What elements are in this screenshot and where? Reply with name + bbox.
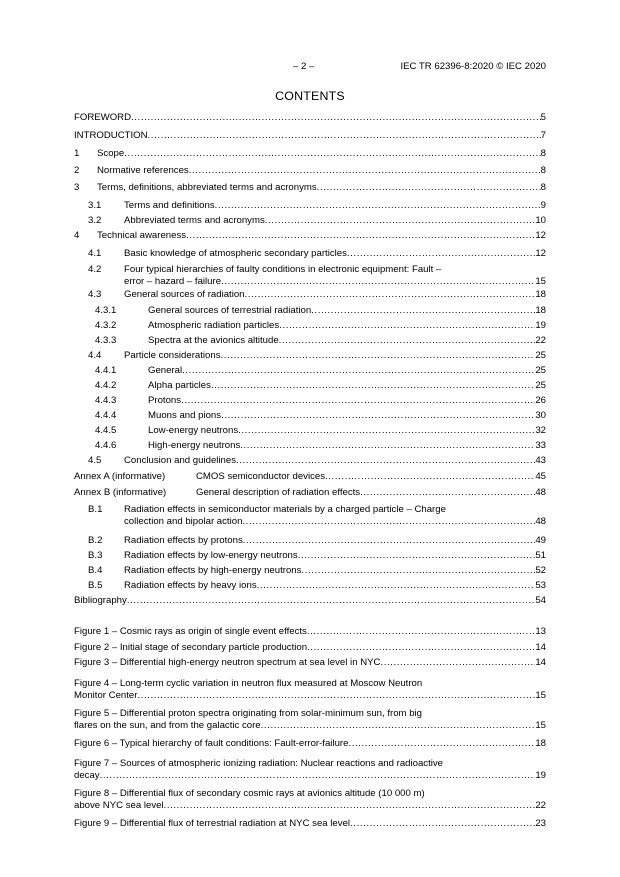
entry-title: Figure 1 – Cosmic rays as origin of single event effects — [74, 626, 307, 637]
entry-number: 4.4 — [88, 350, 102, 361]
toc-entry[interactable] — [74, 264, 546, 288]
entry-number: 4.4.2 — [95, 380, 117, 391]
dot-leader — [221, 350, 536, 362]
dot-leader — [265, 215, 536, 227]
entry-page-number: 13 — [535, 626, 546, 637]
entry-number: B.1 — [88, 504, 103, 515]
figure-entry[interactable] — [74, 708, 546, 732]
dot-leader — [182, 365, 535, 377]
dot-leader — [347, 248, 535, 260]
figure-entry[interactable] — [74, 626, 546, 638]
dot-leader — [148, 130, 541, 142]
toc-entry[interactable] — [74, 230, 546, 242]
entry-page-number: 45 — [535, 471, 546, 482]
entry-page-number: 22 — [535, 335, 546, 346]
entry-title-continued: error – hazard – failure — [124, 276, 222, 287]
entry-number: 4.4.3 — [95, 395, 117, 406]
entry-page-number: 18 — [535, 738, 546, 749]
dot-leader — [243, 535, 536, 547]
toc-entry[interactable] — [74, 504, 546, 528]
toc-entry[interactable] — [74, 550, 546, 562]
entry-page-number: 15 — [535, 690, 546, 701]
entry-page-number: 12 — [535, 248, 546, 259]
dot-leader — [131, 112, 541, 124]
page-number: – 2 – — [293, 61, 315, 72]
entry-page-number: 10 — [535, 215, 546, 226]
toc-entry[interactable] — [74, 200, 546, 212]
entry-number: B.2 — [88, 535, 103, 546]
entry-page-number: 9 — [540, 200, 546, 211]
entry-number: 4.4.6 — [95, 440, 117, 451]
document-reference: IEC TR 62396-8:2020 © IEC 2020 — [400, 61, 546, 72]
entry-page-number: 18 — [535, 289, 546, 300]
toc-entry[interactable] — [74, 130, 546, 142]
entry-page-number: 26 — [535, 395, 546, 406]
entry-title: Figure 5 – Differential proton spectra originating from solar-minimum sun, from big — [74, 708, 423, 719]
dot-leader — [181, 395, 535, 407]
dot-leader — [279, 335, 536, 347]
entry-title: Normative references — [97, 165, 189, 176]
toc-entry[interactable] — [74, 535, 546, 547]
entry-title: Four typical hierarchies of faulty conditions in electronic equipment: Fault – — [124, 264, 442, 275]
entry-page-number: 12 — [535, 230, 546, 241]
figure-entry[interactable] — [74, 738, 546, 750]
entry-title: Alpha particles — [148, 380, 211, 391]
dot-leader — [380, 657, 535, 669]
entry-page-number: 48 — [535, 487, 546, 498]
figure-entry[interactable] — [74, 788, 546, 812]
dot-leader — [236, 455, 535, 467]
dot-leader — [307, 642, 535, 654]
figure-entry[interactable] — [74, 818, 546, 830]
entry-title: Figure 7 – Sources of atmospheric ionizing radiation: Nuclear reactions and radioactive — [74, 758, 444, 769]
entry-number: B.3 — [88, 550, 103, 561]
entry-page-number: 19 — [535, 770, 546, 781]
dot-leader — [238, 425, 535, 437]
entry-title: CMOS semiconductor devices — [196, 471, 326, 482]
toc-entry[interactable] — [74, 471, 546, 483]
dot-leader — [164, 800, 536, 812]
entry-number: 4.3.2 — [95, 320, 117, 331]
dot-leader — [124, 148, 540, 160]
toc-entry[interactable] — [74, 365, 546, 377]
entry-page-number: 53 — [535, 580, 546, 591]
entry-page-number: 25 — [535, 350, 546, 361]
dot-leader — [215, 200, 541, 212]
entry-number: 4.3 — [88, 289, 102, 300]
entry-title: Figure 3 – Differential high-energy neutron spectrum at sea level in NYC — [74, 657, 381, 668]
entry-title: Abbreviated terms and acronyms — [124, 215, 265, 226]
entry-title: General sources of radiation — [124, 289, 245, 300]
entry-title: Scope — [97, 148, 125, 159]
dot-leader — [127, 595, 536, 607]
toc-entry[interactable] — [74, 182, 546, 194]
entry-number: 4.1 — [88, 248, 102, 259]
entry-number: 4.3.3 — [95, 335, 117, 346]
entry-page-number: 15 — [535, 276, 546, 287]
dot-leader — [189, 165, 541, 177]
entry-title: General sources of terrestrial radiation — [148, 305, 312, 316]
entry-number: 3 — [74, 182, 80, 193]
figure-entry[interactable] — [74, 758, 546, 782]
entry-number: 4.2 — [88, 264, 102, 275]
toc-entry[interactable] — [74, 305, 546, 317]
entry-title: Figure 4 – Long-term cyclic variation in neutron flux measured at Moscow Neutron — [74, 678, 423, 689]
dot-leader — [245, 289, 536, 301]
entry-title: Figure 6 – Typical hierarchy of fault conditions: Fault-error-failure — [74, 738, 349, 749]
entry-number: B.5 — [88, 580, 103, 591]
toc-entry[interactable] — [74, 595, 546, 607]
entry-title: Terms and definitions — [124, 200, 215, 211]
entry-title: High-energy neutrons — [148, 440, 241, 451]
entry-page-number: 8 — [540, 165, 546, 176]
entry-number: Annex B (informative) — [74, 487, 167, 498]
toc-entry[interactable] — [74, 112, 546, 124]
toc-entry[interactable] — [74, 289, 546, 301]
entry-title: Radiation effects in semiconductor materials by a charged particle – Charge — [124, 504, 446, 515]
entry-title: Atmospheric radiation particles — [148, 320, 280, 331]
entry-page-number: 14 — [535, 642, 546, 653]
entry-title: Radiation effects by heavy ions — [124, 580, 257, 591]
entry-title: Muons and pions — [148, 410, 222, 421]
entry-title: Radiation effects by low-energy neutrons — [124, 550, 298, 561]
entry-page-number: 14 — [535, 657, 546, 668]
entry-title: FOREWORD — [74, 112, 132, 123]
entry-title-continued: collection and bipolar action — [124, 516, 243, 527]
toc-entry[interactable] — [74, 487, 546, 499]
dot-leader — [242, 516, 535, 528]
entry-page-number: 25 — [535, 365, 546, 376]
entry-title-continued: decay — [74, 770, 100, 781]
dot-leader — [348, 738, 535, 750]
toc-entry[interactable] — [74, 248, 546, 260]
entry-number: 3.2 — [88, 215, 102, 226]
entry-title: Terms, definitions, abbreviated terms and acronyms — [97, 182, 317, 193]
toc-entry[interactable] — [74, 395, 546, 407]
entry-title: Radiation effects by high-energy neutrons — [124, 565, 302, 576]
toc-entry[interactable] — [74, 335, 546, 347]
entry-number: 4.4.1 — [95, 365, 117, 376]
entry-title: Figure 8 – Differential flux of secondary cosmic rays at avionics altitude (10 000 m) — [74, 788, 425, 799]
entry-title: Figure 9 – Differential flux of terrestrial radiation at NYC sea level — [74, 818, 351, 829]
entry-page-number: 49 — [535, 535, 546, 546]
dot-leader — [137, 690, 535, 702]
toc-entry[interactable] — [74, 425, 546, 437]
dot-leader — [301, 565, 535, 577]
dot-leader — [317, 182, 541, 194]
entry-page-number: 48 — [535, 516, 546, 527]
dot-leader — [279, 320, 535, 332]
entry-page-number: 18 — [535, 305, 546, 316]
entry-page-number: 5 — [540, 112, 546, 123]
toc-entry[interactable] — [74, 148, 546, 160]
entry-page-number: 15 — [535, 720, 546, 731]
entry-page-number: 8 — [540, 182, 546, 193]
entry-number: 4.4.4 — [95, 410, 117, 421]
dot-leader — [257, 580, 536, 592]
entry-title-continued: flares on the sun, and from the galactic core — [74, 720, 261, 731]
dot-leader — [350, 818, 535, 830]
dot-leader — [186, 230, 535, 242]
entry-title: Conclusion and guidelines — [124, 455, 237, 466]
entry-title: Technical awareness — [97, 230, 187, 241]
entry-page-number: 43 — [535, 455, 546, 466]
entry-page-number: 22 — [535, 800, 546, 811]
entry-page-number: 32 — [535, 425, 546, 436]
toc-entry[interactable] — [74, 165, 546, 177]
entry-title: Radiation effects by protons — [124, 535, 243, 546]
toc-entry[interactable] — [74, 455, 546, 467]
dot-leader — [221, 276, 535, 288]
entry-title: Protons — [148, 395, 182, 406]
dot-leader — [325, 471, 535, 483]
entry-number: 4.3.1 — [95, 305, 117, 316]
toc-entry[interactable] — [74, 565, 546, 577]
entry-number: 2 — [74, 165, 80, 176]
entry-number: 3.1 — [88, 200, 102, 211]
entry-page-number: 51 — [535, 550, 546, 561]
toc-entry[interactable] — [74, 580, 546, 592]
entry-page-number: 54 — [535, 595, 546, 606]
dot-leader — [211, 380, 535, 392]
entry-title: General — [148, 365, 183, 376]
entry-page-number: 25 — [535, 380, 546, 391]
entry-page-number: 19 — [535, 320, 546, 331]
entry-number: 4.4.5 — [95, 425, 117, 436]
entry-title: Particle considerations — [124, 350, 221, 361]
dot-leader — [240, 440, 535, 452]
entry-title-continued: above NYC sea level — [74, 800, 164, 811]
toc-entry[interactable] — [74, 440, 546, 452]
entry-title-continued: Monitor Center — [74, 690, 138, 701]
entry-page-number: 33 — [535, 440, 546, 451]
entry-title: Bibliography — [74, 595, 127, 606]
entry-number: 4 — [74, 230, 80, 241]
contents-title: CONTENTS — [275, 89, 345, 103]
figure-entry[interactable] — [74, 642, 546, 654]
entry-number: Annex A (informative) — [74, 471, 166, 482]
toc-entry[interactable] — [74, 380, 546, 392]
entry-title: Low-energy neutrons — [148, 425, 239, 436]
entry-page-number: 52 — [535, 565, 546, 576]
dot-leader — [298, 550, 536, 562]
entry-page-number: 23 — [535, 818, 546, 829]
figure-entry[interactable] — [74, 657, 546, 669]
entry-title: Figure 2 – Initial stage of secondary particle production — [74, 642, 308, 653]
entry-number: B.4 — [88, 565, 103, 576]
dot-leader — [100, 770, 536, 782]
entry-number: 1 — [74, 148, 80, 159]
dot-leader — [360, 487, 535, 499]
dot-leader — [261, 720, 536, 732]
toc-entry[interactable] — [74, 410, 546, 422]
entry-title: Basic knowledge of atmospheric secondary particles — [124, 248, 347, 259]
entry-title: INTRODUCTION — [74, 130, 148, 141]
figure-entry[interactable] — [74, 678, 546, 702]
entry-page-number: 8 — [540, 148, 546, 159]
dot-leader — [311, 305, 535, 317]
entry-number: 4.5 — [88, 455, 102, 466]
dot-leader — [307, 626, 535, 638]
entry-title: General description of radiation effects — [196, 487, 361, 498]
toc-entry[interactable] — [74, 350, 546, 362]
dot-leader — [221, 410, 535, 422]
entry-page-number: 7 — [540, 130, 546, 141]
entry-title: Spectra at the avionics altitude — [148, 335, 279, 346]
entry-page-number: 30 — [535, 410, 546, 421]
toc-entry[interactable] — [74, 320, 546, 332]
toc-entry[interactable] — [74, 215, 546, 227]
